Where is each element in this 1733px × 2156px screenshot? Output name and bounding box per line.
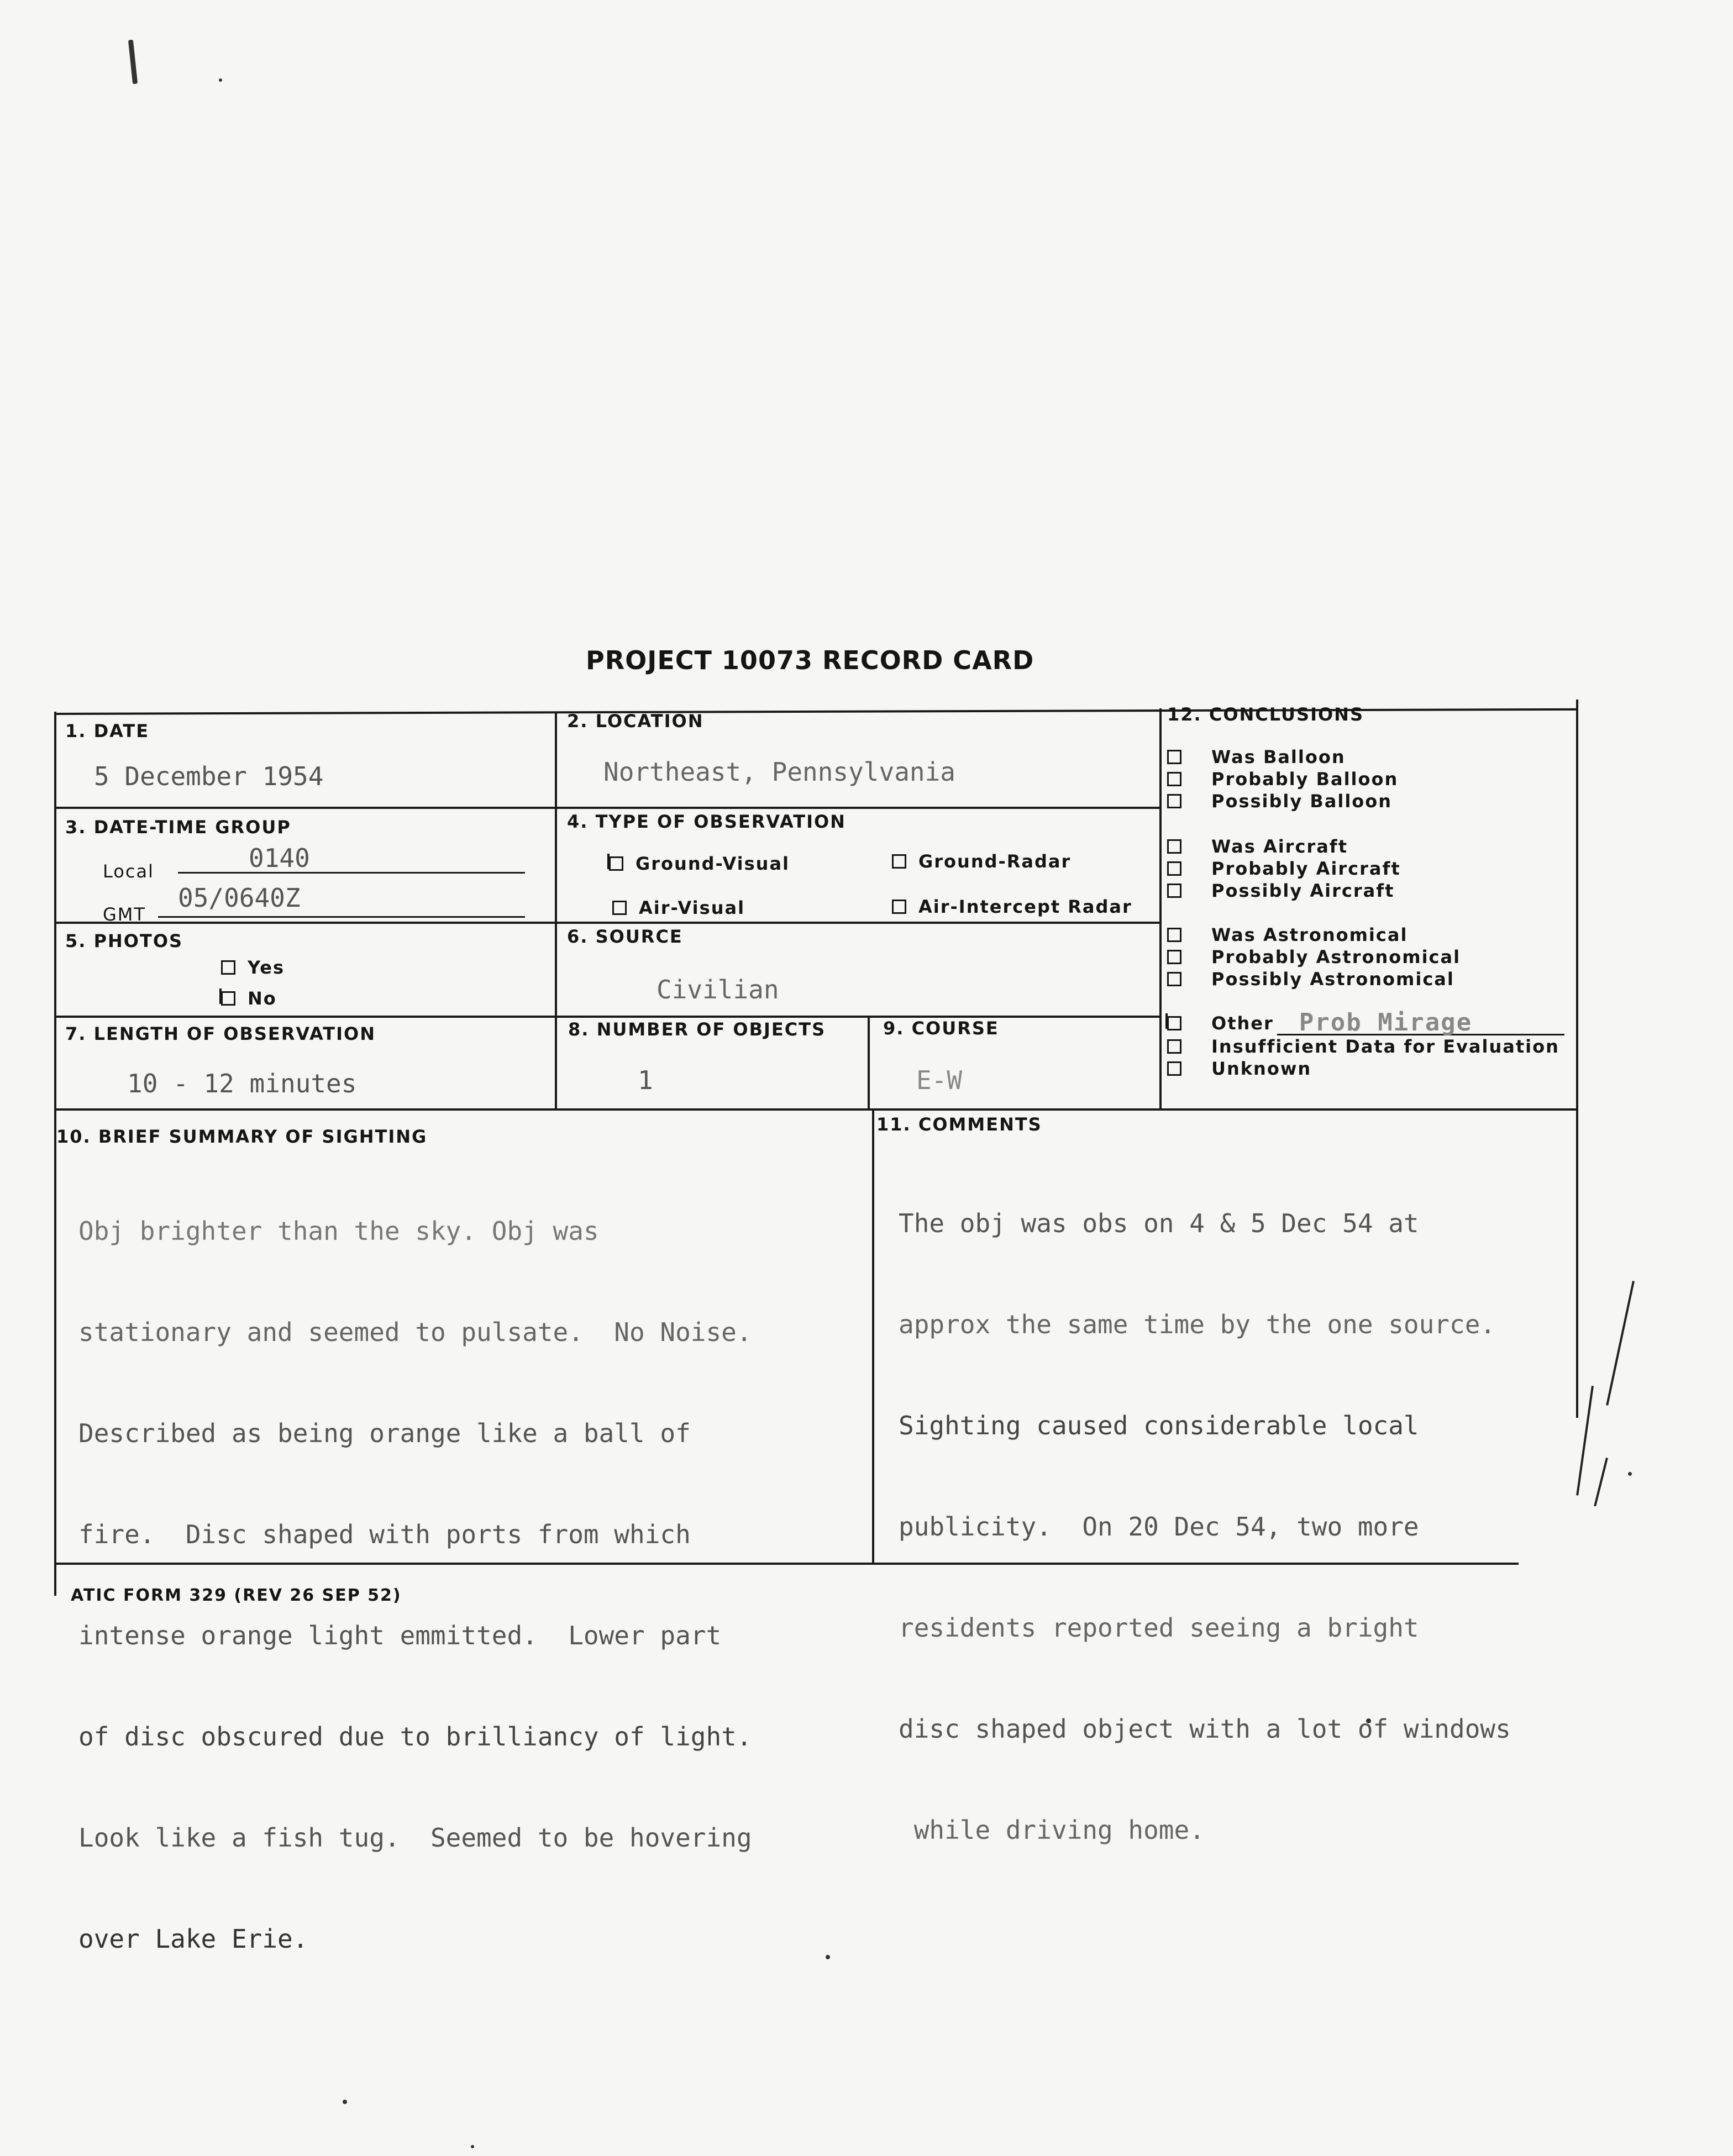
num-objects-value[interactable]: 1 xyxy=(638,1065,653,1095)
summary-line: over Lake Erie. xyxy=(78,1924,308,1954)
summary-text xyxy=(78,1147,752,2023)
probably-aircraft-label: Probably Aircraft xyxy=(1211,858,1401,879)
date-value[interactable]: 5 December 1954 xyxy=(94,761,324,791)
summary-line: fire. Disc shaped with ports from which xyxy=(78,1519,691,1549)
conclusions-label: 12. CONCLUSIONS xyxy=(1167,704,1364,725)
summary-line: Obj brighter than the sky. Obj was xyxy=(78,1216,599,1246)
possibly-aircraft-label: Possibly Aircraft xyxy=(1211,880,1395,901)
other-blank xyxy=(1277,1008,1564,1037)
divider-row4 xyxy=(54,1108,1576,1111)
ground-radar-label: Ground-Radar xyxy=(918,851,1072,872)
probably-balloon-checkbox[interactable] xyxy=(1167,772,1181,786)
concl-insufficient-data[interactable] xyxy=(1167,1035,1559,1058)
summary-line: stationary and seemed to pulsate. No Noise. xyxy=(78,1317,752,1347)
location-label: 2. LOCATION xyxy=(567,711,704,732)
other-value[interactable]: Prob Mirage xyxy=(1299,1008,1473,1037)
concl-unknown[interactable] xyxy=(1167,1058,1311,1080)
comments-label: 11. COMMENTS xyxy=(876,1114,1042,1135)
comments-line: Sighting caused considerable local xyxy=(899,1411,1419,1440)
photos-yes-checkbox[interactable] xyxy=(221,960,235,975)
comments-line: residents reported seeing a bright xyxy=(899,1613,1419,1643)
comments-line: The obj was obs on 4 & 5 Dec 54 at xyxy=(899,1208,1419,1238)
source-value[interactable]: Civilian xyxy=(657,975,779,1005)
was-astronomical-checkbox[interactable] xyxy=(1167,928,1181,942)
divider-summary-comments xyxy=(872,1111,874,1564)
comments-line: while driving home. xyxy=(899,1815,1205,1845)
was-balloon-checkbox[interactable] xyxy=(1167,750,1181,764)
pen-mark xyxy=(1576,1386,1594,1496)
gmt-label: GMT xyxy=(103,904,146,925)
unknown-checkbox[interactable] xyxy=(1167,1061,1181,1076)
concl-probably-balloon[interactable] xyxy=(1167,768,1398,790)
was-aircraft-checkbox[interactable] xyxy=(1167,839,1181,854)
summary-label: 10. BRIEF SUMMARY OF SIGHTING xyxy=(56,1126,428,1147)
possibly-aircraft-checkbox[interactable] xyxy=(1167,884,1181,898)
summary-line: of disc obscured due to brilliancy of light. xyxy=(78,1722,752,1752)
possibly-balloon-checkbox[interactable] xyxy=(1167,794,1181,808)
option-air-visual[interactable] xyxy=(612,897,745,918)
num-objects-label: 8. NUMBER OF OBJECTS xyxy=(568,1019,826,1040)
dtg-label: 3. DATE-TIME GROUP xyxy=(65,817,291,838)
option-ground-radar[interactable] xyxy=(892,851,1071,872)
card-left-border xyxy=(54,712,56,1596)
form-number: ATIC FORM 329 (REV 26 SEP 52) xyxy=(71,1586,402,1605)
divider-col1 xyxy=(555,712,557,1109)
ground-visual-checkbox[interactable] xyxy=(609,856,623,871)
photos-label: 5. PHOTOS xyxy=(65,930,183,951)
option-photos-yes[interactable] xyxy=(221,957,285,978)
option-air-intercept-radar[interactable] xyxy=(892,896,1132,917)
source-label: 6. SOURCE xyxy=(567,926,683,947)
air-visual-label: Air-Visual xyxy=(639,897,745,918)
possibly-astronomical-label: Possibly Astronomical xyxy=(1211,969,1454,990)
date-label: 1. DATE xyxy=(65,721,150,742)
probably-astronomical-checkbox[interactable] xyxy=(1167,950,1181,964)
local-value[interactable]: 0140 xyxy=(249,843,310,873)
local-line xyxy=(178,872,525,874)
ground-radar-checkbox[interactable] xyxy=(892,854,906,869)
summary-line: Look like a fish tug. Seemed to be hovering xyxy=(78,1823,752,1853)
concl-was-aircraft[interactable] xyxy=(1167,835,1348,858)
air-intercept-radar-checkbox[interactable] xyxy=(892,900,906,914)
ground-visual-label: Ground-Visual xyxy=(636,853,790,874)
was-balloon-label: Was Balloon xyxy=(1211,746,1346,767)
gmt-line xyxy=(158,916,525,918)
concl-other[interactable] xyxy=(1167,1008,1564,1037)
comments-line: publicity. On 20 Dec 54, two more xyxy=(899,1512,1419,1542)
pen-mark xyxy=(1594,1458,1608,1506)
was-astronomical-label: Was Astronomical xyxy=(1211,924,1408,945)
probably-astronomical-label: Probably Astronomical xyxy=(1211,946,1461,967)
possibly-astronomical-checkbox[interactable] xyxy=(1167,972,1181,986)
insufficient-data-checkbox[interactable] xyxy=(1167,1039,1181,1054)
summary-line: Described as being orange like a ball of xyxy=(78,1418,691,1448)
comments-line: disc shaped object with a lot of windows xyxy=(899,1714,1511,1744)
air-visual-checkbox[interactable] xyxy=(612,901,627,915)
type-obs-label: 4. TYPE OF OBSERVATION xyxy=(567,811,846,832)
photos-no-checkbox[interactable] xyxy=(221,991,235,1006)
concl-was-astronomical[interactable] xyxy=(1167,924,1408,946)
course-value[interactable]: E-W xyxy=(916,1065,963,1095)
unknown-label: Unknown xyxy=(1211,1058,1312,1079)
gmt-value[interactable]: 05/0640Z xyxy=(178,883,301,913)
divider-row1 xyxy=(54,807,1160,809)
location-value[interactable]: Northeast, Pennsylvania xyxy=(603,757,955,787)
course-label: 9. COURSE xyxy=(883,1018,999,1039)
summary-line: intense orange light emmitted. Lower part xyxy=(78,1621,722,1650)
probably-aircraft-checkbox[interactable] xyxy=(1167,861,1181,876)
was-aircraft-label: Was Aircraft xyxy=(1211,836,1348,857)
length-label: 7. LENGTH OF OBSERVATION xyxy=(65,1023,376,1044)
photos-no-label: No xyxy=(248,988,277,1009)
comments-text xyxy=(899,1139,1511,1915)
concl-probably-aircraft[interactable] xyxy=(1167,858,1401,880)
card-right-border xyxy=(1576,700,1578,1418)
concl-possibly-balloon[interactable] xyxy=(1167,790,1392,812)
probably-balloon-label: Probably Balloon xyxy=(1211,769,1399,790)
card-title: PROJECT 10073 RECORD CARD xyxy=(586,645,1034,675)
option-ground-visual[interactable] xyxy=(609,853,790,874)
air-intercept-radar-label: Air-Intercept Radar xyxy=(918,896,1132,917)
comments-line: approx the same time by the one source. xyxy=(899,1310,1496,1339)
concl-probably-astronomical[interactable] xyxy=(1167,946,1461,968)
divider-col2 xyxy=(1159,708,1162,1111)
other-label: Other xyxy=(1211,1013,1274,1034)
option-photos-no[interactable] xyxy=(221,988,277,1009)
photos-yes-label: Yes xyxy=(248,957,285,978)
local-label: Local xyxy=(103,861,154,882)
divider-row2 xyxy=(54,922,1160,924)
length-value[interactable]: 10 - 12 minutes xyxy=(127,1069,357,1098)
divider-objects-course xyxy=(868,1016,870,1108)
pen-mark xyxy=(1606,1281,1635,1406)
insufficient-data-label: Insufficient Data for Evaluation xyxy=(1211,1036,1559,1057)
other-checkbox[interactable] xyxy=(1167,1016,1181,1030)
concl-possibly-astronomical[interactable] xyxy=(1167,968,1454,990)
possibly-balloon-label: Possibly Balloon xyxy=(1211,791,1393,812)
concl-possibly-aircraft[interactable] xyxy=(1167,880,1394,902)
concl-was-balloon[interactable] xyxy=(1167,746,1346,768)
